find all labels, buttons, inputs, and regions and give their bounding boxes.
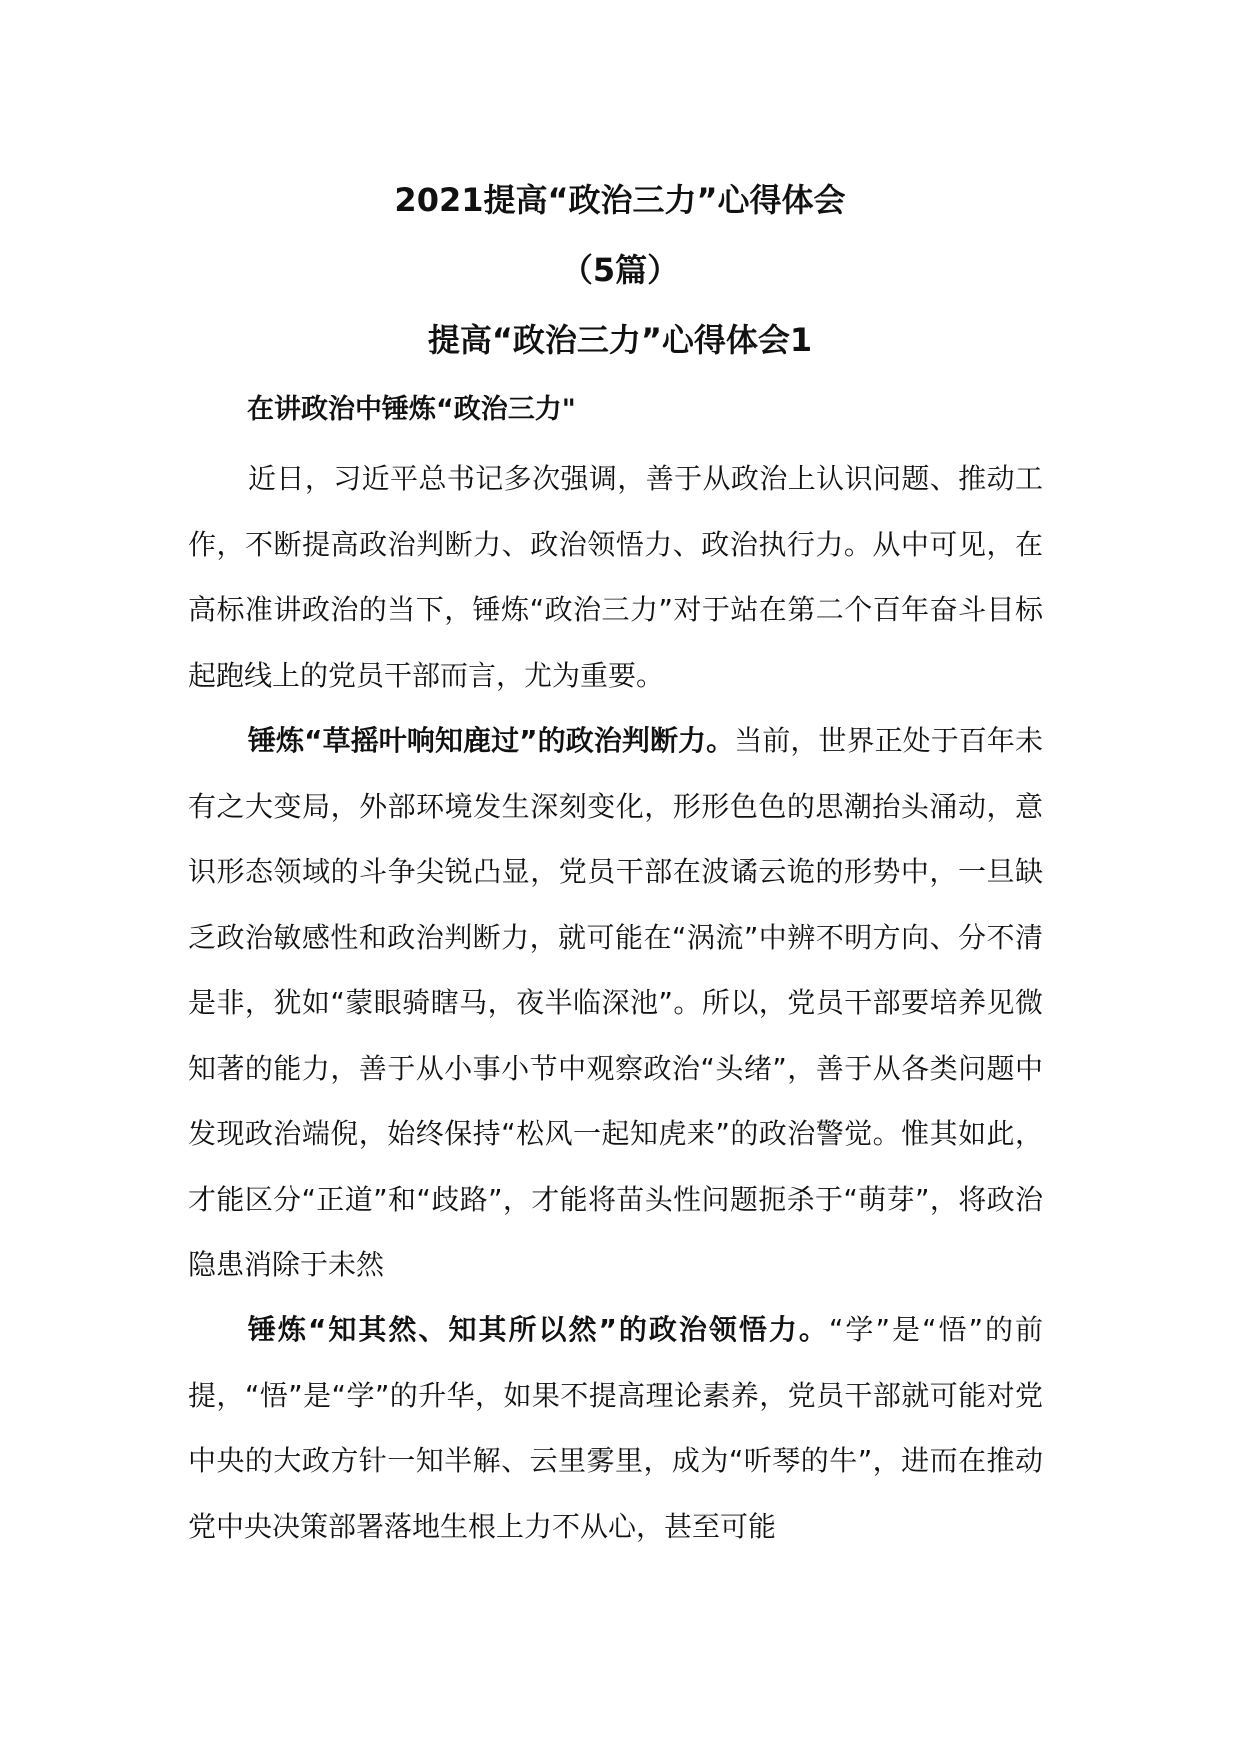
paragraph-lead: 锤炼“知其然、知其所以然”的政治领悟力。 <box>248 1313 829 1346</box>
paragraph-text: 近日，习近平总书记多次强调，善于从政治上认识问题、推动工作，不断提高政治判断力、政治领悟力、政治执行力。从中可见，在高标准讲政治的当下，锤炼“政治三力”对于站在第二个百年奋斗目标起跑线上的党员干部而言，尤为重要。 <box>188 462 1043 692</box>
section-title: 提高“政治三力”心得体会1 <box>427 321 813 359</box>
paragraph-lead: 锤炼“草摇叶响知鹿过”的政治判断力。 <box>248 724 735 757</box>
document-title-count: （5篇） <box>560 251 680 289</box>
paragraph-text: 当前，世界正处于百年未有之大变局，外部环境发生深刻变化，形形色色的思潮抬头涌动，意识形态领域的斗争尖锐凸显，党员干部在波谲云诡的形势中，一旦缺乏政治敏感性和政治判断力，就可能在“涡流”中辨不明方向、分不清是非，犹如“蒙眼骑瞎马，夜半临深池”。所以，党员干部要培养见微知著的能力，善于从小事小节中观察政治“头绪”，善于从各类问题中发现政治端倪，始终保持“松风一起知虎来”的政治警觉。惟其如此，才能区分“正道”和“歧路”，才能将苗头性问题扼杀于“萌芽”，将政治隐患消除于未然 <box>188 724 1043 1281</box>
paragraph-judgment <box>188 708 1043 1298</box>
paragraph-text: “学”是“悟”的前提，“悟”是“学”的升华，如果不提高理论素养，党员干部就可能对党中央的大政方针一知半解、云里雾里，成为“听琴的牛”，进而在推动党中央决策部署落地生根上力不从心，甚至可能 <box>188 1313 1043 1543</box>
section-subheading: 在讲政治中锤炼“政治三力" <box>247 394 576 425</box>
paragraph-comprehension <box>188 1297 1043 1559</box>
paragraph-intro <box>188 446 1043 708</box>
document-title: 2021提高“政治三力”心得体会 <box>394 181 846 219</box>
